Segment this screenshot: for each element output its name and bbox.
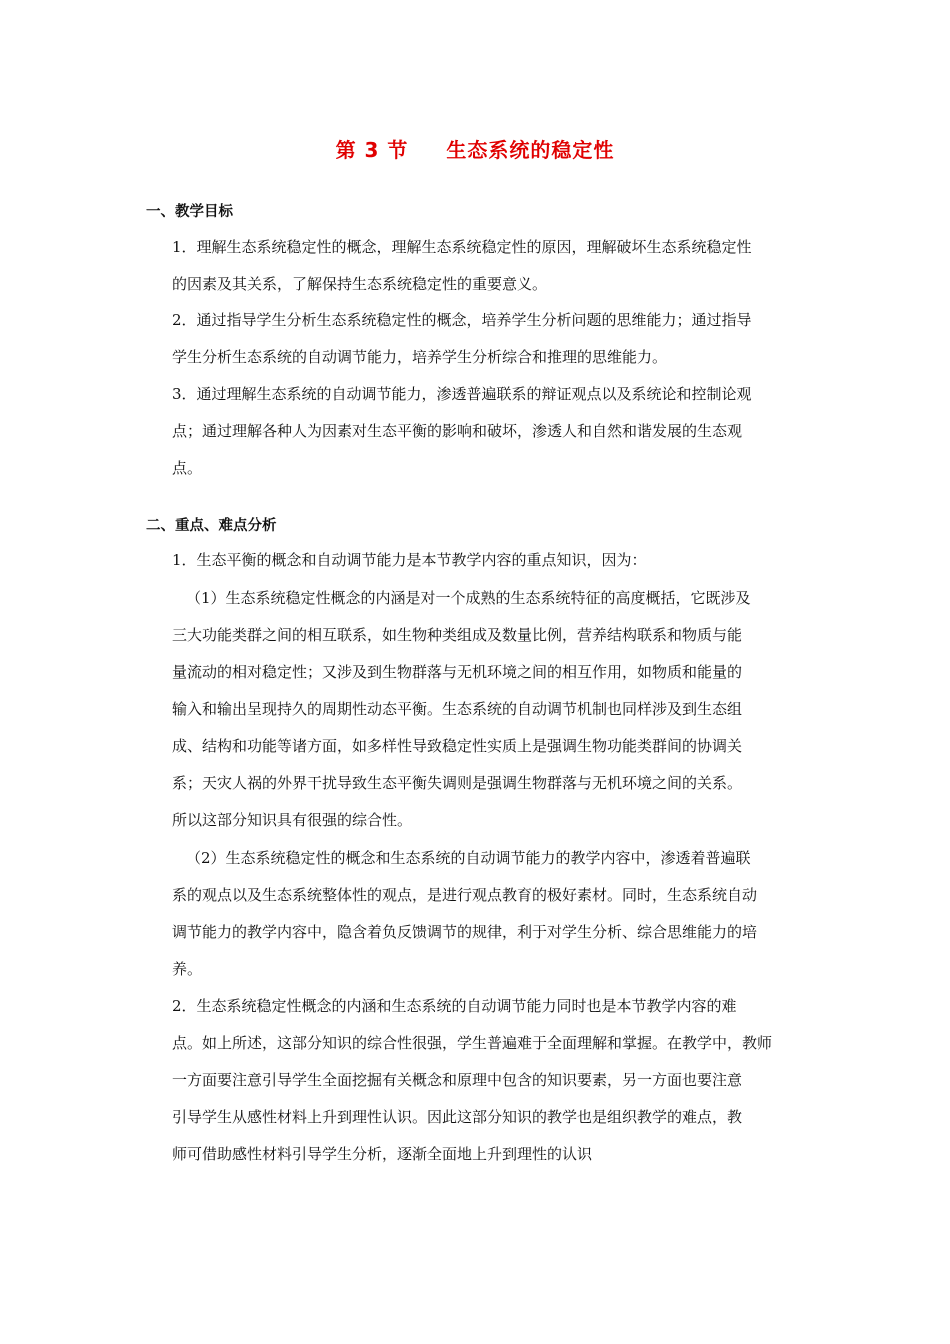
objective-1 — [172, 229, 812, 303]
text-line: 2．生态系统稳定性概念的内涵和生态系统的自动调节能力同时也是本节教学内容的难 — [172, 997, 737, 1015]
text-line: 输入和输出呈现持久的周期性动态平衡。生态系统的自动调节机制也同样涉及到生态组 — [172, 700, 743, 718]
text-line: 1．生态平衡的概念和自动调节能力是本节教学内容的重点知识，因为： — [172, 551, 647, 569]
text-line: 系；天灾人祸的外界干扰导致生态平衡失调则是强调生物群落与无机环境之间的关系。 — [172, 774, 743, 792]
objective-3 — [172, 376, 812, 487]
text-line: 系的观点以及生态系统整体性的观点，是进行观点教育的极好素材。同时，生态系统自动 — [172, 886, 758, 904]
text-line: 学生分析生态系统的自动调节能力，培养学生分析综合和推理的思维能力。 — [172, 348, 668, 366]
text-line: 1．理解生态系统稳定性的概念，理解生态系统稳定性的原因，理解破坏生态系统稳定性 — [172, 238, 752, 256]
objective-2 — [172, 302, 812, 376]
text-line: 2．通过指导学生分析生态系统稳定性的概念，培养学生分析问题的思维能力；通过指导 — [172, 311, 752, 329]
text-line: 量流动的相对稳定性；又涉及到生物群落与无机环境之间的相互作用，如物质和能量的 — [172, 663, 743, 681]
text-line: 3．通过理解生态系统的自动调节能力，渗透普遍联系的辩证观点以及系统论和控制论观 — [172, 385, 752, 403]
key-point-1 — [172, 542, 812, 579]
key-point-1-sub-1 — [172, 580, 812, 839]
text-line: 点。 — [172, 459, 203, 477]
text-line: 点。如上所述，这部分知识的综合性很强，学生普遍难于全面理解和掌握。在教学中，教师 — [172, 1034, 773, 1052]
text-line: 所以这部分知识具有很强的综合性。 — [172, 811, 413, 829]
section-heading-objectives: 一、教学目标 — [146, 204, 233, 220]
text-line: （2）生态系统稳定性的概念和生态系统的自动调节能力的教学内容中，渗透着普遍联 — [186, 849, 751, 867]
text-line: （1）生态系统稳定性概念的内涵是对一个成熟的生态系统特征的高度概括，它既涉及 — [186, 589, 751, 607]
text-line: 点；通过理解各种人为因素对生态平衡的影响和破坏，渗透人和自然和谐发展的生态观 — [172, 422, 743, 440]
text-line: 调节能力的教学内容中，隐含着负反馈调节的规律，利于对学生分析、综合思维能力的培 — [172, 923, 758, 941]
text-line: 养。 — [172, 960, 203, 978]
title-section: 第 3 节 — [335, 138, 409, 162]
key-point-2 — [172, 988, 812, 1173]
text-line: 成、结构和功能等诸方面，如多样性导致稳定性实质上是强调生物功能类群间的协调关 — [172, 737, 743, 755]
section-heading-key-points: 二、重点、难点分析 — [146, 518, 277, 534]
text-line: 引导学生从感性材料上升到理性认识。因此这部分知识的教学也是组织教学的难点，教 — [172, 1108, 743, 1126]
page-title — [0, 134, 950, 163]
key-point-1-sub-2 — [172, 840, 812, 988]
text-line: 的因素及其关系，了解保持生态系统稳定性的重要意义。 — [172, 275, 548, 293]
text-line: 三大功能类群之间的相互联系，如生物种类组成及数量比例，营养结构联系和物质与能 — [172, 626, 743, 644]
text-line: 一方面要注意引导学生全面挖掘有关概念和原理中包含的知识要素，另一方面也要注意 — [172, 1071, 743, 1089]
text-line: 师可借助感性材料引导学生分析，逐渐全面地上升到理性的认识 — [172, 1145, 593, 1163]
title-topic: 生态系统的稳定性 — [446, 138, 615, 162]
